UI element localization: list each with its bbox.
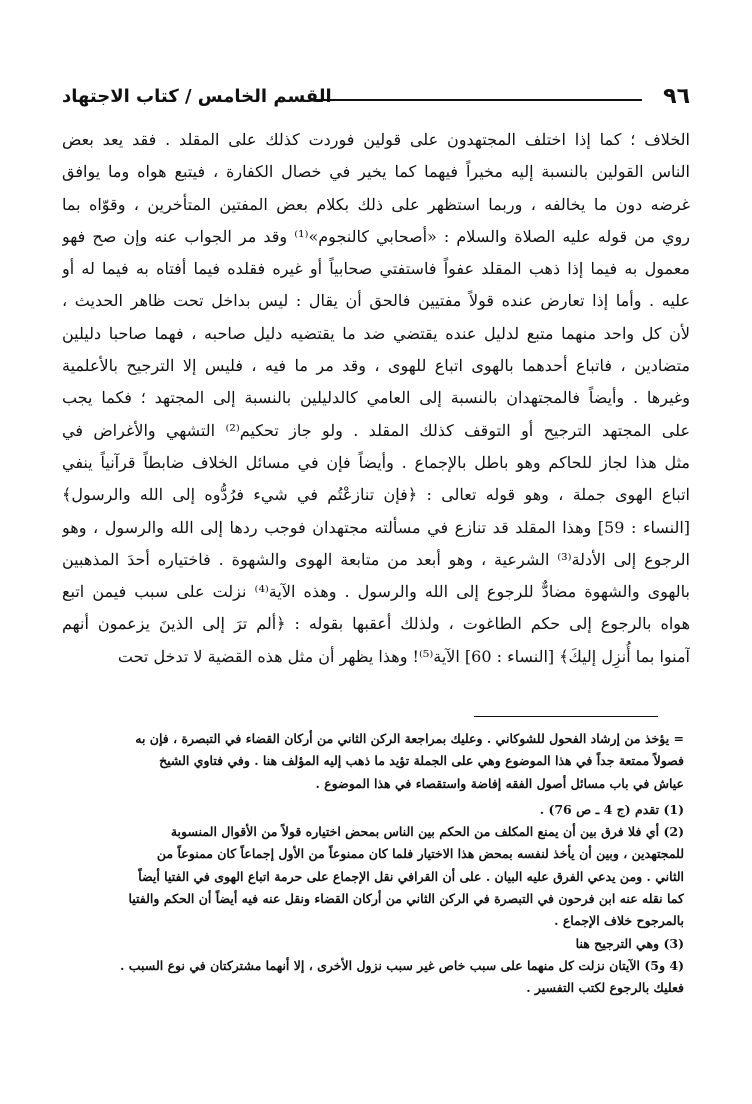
text-line: اتباع الهوى جملة ، وهو قوله تعالى : ﴿فإن تنازعْتُم في شيء فرُدُّوه إلى الله والرسول﴾ xyxy=(62,485,690,505)
footnotes xyxy=(68,728,684,1000)
text-line: آمنوا بما أُنزِل إليكَ﴾ [النساء : 60] الآية⁽⁵⁾! وهذا يظهر أن مثل هذه القضية لا تدخل تحت xyxy=(117,646,690,666)
header-rule xyxy=(312,99,642,101)
text-line: [النساء : 59] وهذا المقلد قد تنازع في مسألته مجتهدان فوجب ردها إلى الله والرسول ، وهو xyxy=(62,517,690,537)
footnote-line: للمجتهدين ، وبين أن يأخذ لنفسه بمحض هذا الاختيار فلما كان ممنوعاً من الأول إجماعاً كان ممنوعاً من xyxy=(156,846,684,862)
footnote-1: (1) تقدم (ج 4 ـ ص 76) . xyxy=(539,801,684,817)
text-line: الرجوع إلى الأدلة⁽³⁾ الشرعية ، وهو أبعد من متابعة الهوى والشهوة . فاختياره أحدَ المذهبين xyxy=(62,549,690,569)
footnote-line: فعليك بالرجوع لكتب التفسير . xyxy=(526,980,684,996)
text-line: على المجتهد الترجيح أو التوقف كذلك المقلد . ولو جاز تحكيم⁽²⁾ التشهي والأغراض في xyxy=(62,420,690,440)
page-number: ٩٦ xyxy=(663,84,690,109)
text-line: لأن كل واحد منهما متبع لدليل عنده يقتضي ضد ما يقتضيه دليل صاحبه ، فهما صاحبا دليلين xyxy=(62,323,690,343)
text-line: غرضه دون ما يخالفه ، وربما استظهر على ذلك بكلام بعض المفتين المتأخرين ، وقوّاه بما xyxy=(62,194,690,214)
footnote-line: كما نقله عنه ابن فرحون في التبصرة في الركن الثاني من أركان القضاء ونقل عنه فيه أيضاً أن الحكم والفتيا xyxy=(128,891,684,907)
running-head: القسم الخامس / كتاب الاجتهاد xyxy=(62,86,332,107)
footnote-3: (3) وهي الترجيح هنا xyxy=(575,935,684,951)
text-line: هواه بالرجوع إلى حكم الطاغوت ، ولذلك أعقبها بقوله : ﴿ألم ترَ إلى الذينَ يزعمون أنهم xyxy=(62,614,690,634)
footnote-line: = يؤخذ من إرشاد الفحول للشوكاني . وعليك بمراجعة الركن الثاني من أركان القضاء في التبصرة ، فإن به xyxy=(135,731,684,746)
text-line: بالهوى والشهوة مضادٌّ للرجوع إلى الله والرسول . وهذه الآية⁽⁴⁾ نزلت على سبب فيمن اتبع xyxy=(62,582,690,602)
text-line: مثل هذا لجاز للحاكم وهو باطل بالإجماع . وأيضاً فإن في مسائل الخلاف ضابطاً قرآنياً ينفي xyxy=(62,452,690,472)
footnote-line: بالمرجوح خلاف الإجماع . xyxy=(554,913,684,929)
text-line: وغيرها . وأيضاً فالمجتهدان بالنسبة إلى العامي كالدليلين بالنسبة إلى المجتهد ؛ فكما يجب xyxy=(62,388,690,408)
page-header xyxy=(62,84,690,112)
text-line: عليه . وأما إذا تعارض عنده قولاً مفتيين فالحق أن يقال : ليس بداخل تحت ظاهر الحديث ، xyxy=(62,291,690,311)
footnote-line: فصولاً ممتعة جداً في هذا الموضوع وهي على الجملة تؤيد ما ذهب إليه المؤلف هنا . وفي فتاوي الشيخ xyxy=(159,753,684,769)
footnote-4-5: (4 و5) الآيتان نزلت كل منهما على سبب خاص غير سبب نزول الأخرى ، إلا أنهما مشتركتان في نوع السبب . xyxy=(120,957,684,973)
main-text xyxy=(62,124,690,673)
text-line: الخلاف ؛ كما إذا اختلف المجتهدون على قولين فوردت كذلك على المقلد . فقد يعد بعض xyxy=(62,130,690,149)
footnote-separator xyxy=(474,716,658,717)
text-line: الناس القولين بالنسبة إليه مخيراً فيهما كما يخير في خصال الكفارة ، فيتبع هواه وما يوافق xyxy=(62,162,690,182)
text-line: متضادين ، فاتباع أحدهما بالهوى اتباع للهوى ، وقد مر ما فيه ، فليس إلا الترجيح بالأعلمية xyxy=(62,356,690,376)
footnote-line: الثاني . ومن يدعي الفرق عليه البيان . على أن القرافي نقل الإجماع على حرمة اتباع الهوى في الفتيا أيضاً xyxy=(138,868,684,884)
text-line: روي من قوله عليه الصلاة والسلام : «أصحابي كالنجوم»⁽¹⁾ وقد مر الجواب عنه وإن صح فهو xyxy=(62,226,690,246)
footnote-2: (2) أي فلا فرق بين أن يمنع المكلف من الحكم بين الناس بمحض اختياره قولاً من الأقوال المنسوبة xyxy=(170,824,684,840)
text-line: معمول به فيما إذا ذهب المقلد عفواً فاستفتي صحابياً أو غيره فقلده فيما أفتاه به فيما له أو xyxy=(62,259,690,279)
footnote-line: عياش في باب مسائل أصول الفقه إفاضة واستقصاء في هذا الموضوع . xyxy=(315,775,684,791)
